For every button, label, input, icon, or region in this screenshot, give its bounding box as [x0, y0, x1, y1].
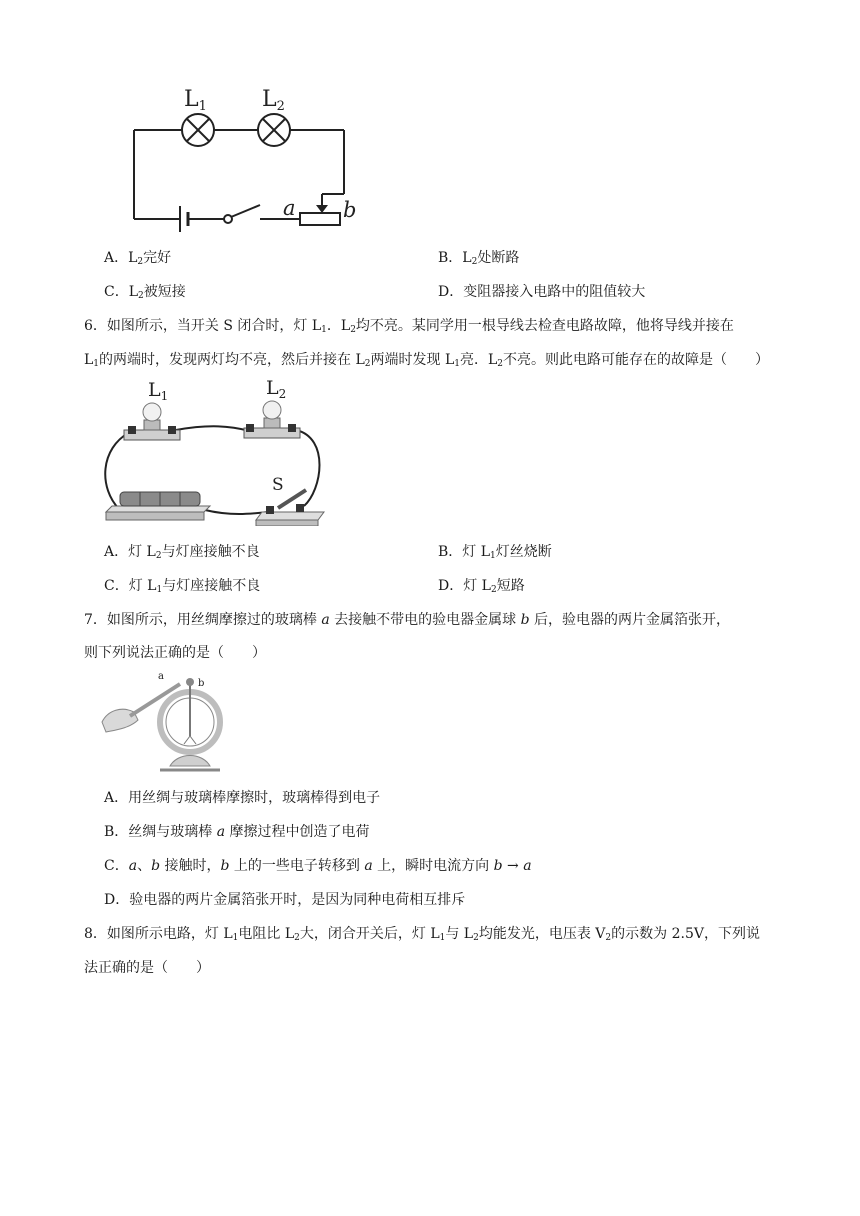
q7-stem-line-1: 7．如图所示，用丝绸摩擦过的玻璃棒 a 去接触不带电的验电器金属球 b 后，验电器的两片金属箔张开，: [84, 612, 731, 628]
q5-option-b-prefix: B．L: [438, 250, 472, 266]
q6-label-l2-sub: 2: [278, 387, 287, 401]
q7-stem-line-2: 则下列说法正确的是（ ）: [84, 645, 266, 661]
q6-option-a[interactable]: A．灯 $L_2$与灯座接触不良: [104, 544, 260, 561]
q7-label-b: b: [198, 678, 205, 689]
q5-label-l1: L: [184, 87, 199, 112]
q7-label-a: a: [158, 671, 164, 682]
battery-holder: [106, 492, 210, 520]
q5-option-a-prefix: A．L: [104, 250, 138, 266]
q6-label-l1: L: [148, 379, 161, 401]
q5-option-a-sub: 2: [137, 257, 144, 267]
q5-option-b-sub: 2: [471, 257, 478, 267]
q5-option-c-sub: 2: [138, 291, 144, 301]
q7-option-b[interactable]: B．丝绸与玻璃棒 a 摩擦过程中创造了电荷: [104, 824, 370, 840]
q6-circuit-photo: [100, 378, 330, 526]
svg-text:L2: [262, 87, 285, 114]
switch-s: [256, 490, 324, 526]
lamp-l1-holder: [124, 403, 180, 440]
q5-option-a-text: 完好: [143, 250, 172, 266]
q5-label-l2-sub: 2: [276, 99, 285, 114]
slider-arrow-icon: [316, 205, 328, 213]
q8-stem-line-2: 法正确的是（ ）: [84, 960, 210, 976]
q6-label-s: S: [272, 475, 284, 495]
q6-stem-line-1: 6．如图所示，当开关 S 闭合时，灯 $L_1$．$L_2$均不亮。某同学用一根导线去检查电路故障，他将导线并接在: [84, 318, 734, 335]
arrow-right-icon: →: [502, 858, 524, 874]
lamp-l2-holder: [244, 401, 300, 438]
q5-label-a: a: [283, 196, 296, 220]
q5-circuit-diagram: [120, 82, 380, 234]
lamp-l2-symbol: [258, 114, 290, 146]
q6-label-l1-sub: 1: [160, 389, 169, 403]
svg-text:L1: [148, 379, 168, 403]
q6-stem-line-2: $L_1$的两端时，发现两灯均不亮，然后并接在 $L_2$两端时发现 $L_1$亮．$L_2$不亮。则此电路可能存在的故障是（ ）: [84, 352, 770, 369]
q7-option-c[interactable]: C．a、b 接触时，b 上的一些电子转移到 a 上，瞬时电流方向 b → a: [104, 858, 532, 874]
svg-text:L2: [266, 378, 286, 401]
q7-option-a[interactable]: A．用丝绸与玻璃棒摩擦时，玻璃棒得到电子: [104, 790, 381, 806]
lamp-l1-symbol: [182, 114, 214, 146]
q5-label-b: b: [343, 198, 357, 222]
q5-option-c[interactable]: [104, 282, 186, 302]
q6-option-c[interactable]: C．灯 $L_1$与灯座接触不良: [104, 578, 261, 595]
q7-electroscope-figure: [100, 670, 240, 776]
q5-label-l1-sub: 1: [198, 99, 207, 114]
q5-label-l2: L: [262, 87, 277, 112]
q6-option-d[interactable]: D．灯 $L_2$短路: [438, 578, 525, 595]
q5-option-a[interactable]: [104, 248, 171, 268]
q6-option-b[interactable]: B．灯 $L_1$灯丝烧断: [438, 544, 552, 561]
metal-ball: [186, 678, 194, 686]
svg-text:L1: [184, 87, 207, 114]
q5-option-c-text: 被短接: [143, 284, 186, 300]
q5-option-d-text: D．变阻器接入电路中的阻值较大: [438, 284, 646, 300]
q8-stem-line-1: 8．如图所示电路，灯 $L_1$电阻比 $L_2$大，闭合开关后，灯 $L_1$与 $L_2$均能发光，电压表 $V_2$的示数为 2.5V，下列说: [84, 926, 760, 943]
q5-option-b-text: 处断路: [477, 250, 520, 266]
q5-option-c-prefix: C．L: [104, 284, 139, 300]
rheostat-symbol: [300, 213, 340, 225]
q7-option-d[interactable]: D．验电器的两片金属箔张开时，是因为同种电荷相互排斥: [104, 892, 466, 908]
q5-option-d[interactable]: [438, 282, 645, 302]
q5-option-b[interactable]: [438, 248, 519, 268]
q6-label-l2: L: [266, 378, 279, 399]
